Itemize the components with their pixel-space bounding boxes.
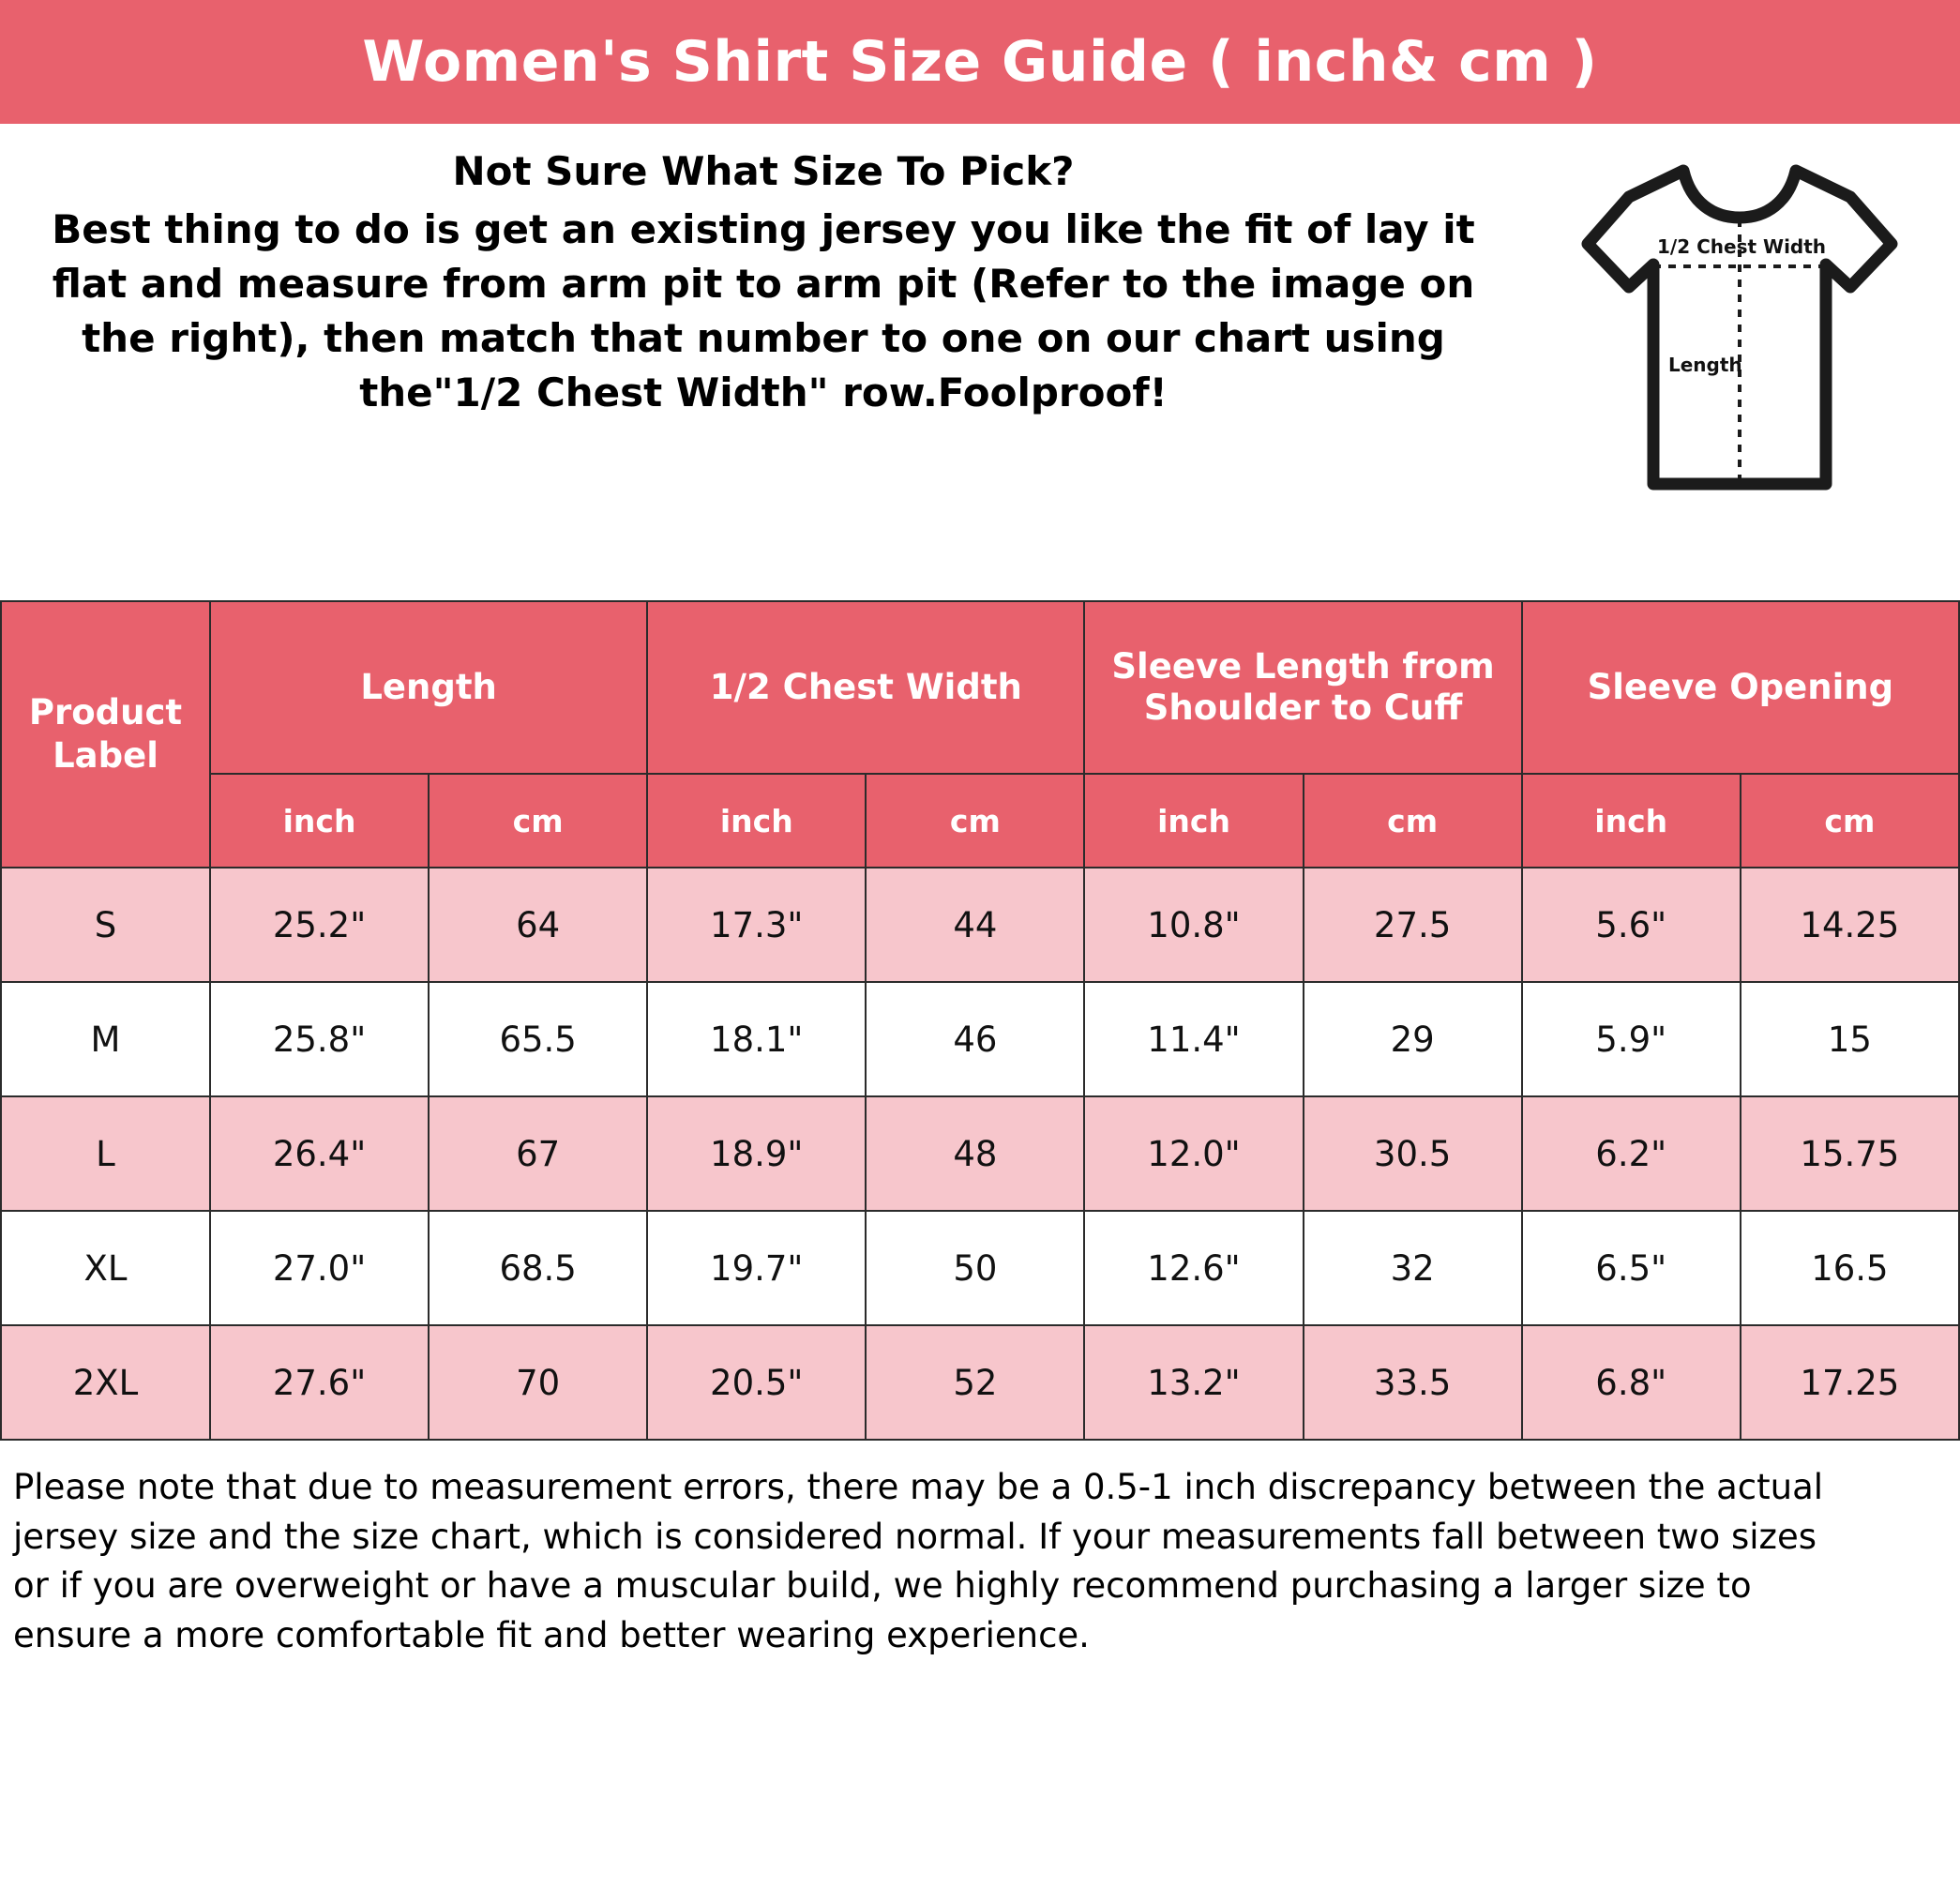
- header-unit-sleeve-opening-cm: cm: [1741, 774, 1959, 868]
- row-cell: 50: [866, 1211, 1084, 1325]
- row-cell: 17.25: [1741, 1325, 1959, 1440]
- row-cell: 70: [429, 1325, 647, 1440]
- intro-body-line-1: Best thing to do is get an existing jersey you like the fit of lay it: [52, 205, 1475, 252]
- row-label: S: [1, 868, 210, 982]
- header-group-sleeve-length: Sleeve Length from Shoulder to Cuff: [1084, 601, 1521, 774]
- row-cell: 29: [1304, 982, 1522, 1096]
- header-unit-length-inch: inch: [210, 774, 429, 868]
- table-header-unit-row: [1, 774, 1959, 868]
- row-cell: 20.5": [647, 1325, 866, 1440]
- intro-body-line-3: the right), then match that number to one on our chart using: [82, 314, 1445, 361]
- row-cell: 26.4": [210, 1096, 429, 1211]
- row-cell: 46: [866, 982, 1084, 1096]
- note-line-4: ensure a more comfortable fit and better wearing experience.: [13, 1614, 1090, 1655]
- row-cell: 27.0": [210, 1211, 429, 1325]
- header-unit-sleeve-opening-inch: inch: [1522, 774, 1741, 868]
- row-cell: 18.1": [647, 982, 866, 1096]
- row-cell: 27.6": [210, 1325, 429, 1440]
- note-line-3: or if you are overweight or have a muscular build, we highly recommend purchasing a larger size to: [13, 1565, 1752, 1607]
- chest-width-label: 1/2 Chest Width: [1657, 235, 1827, 258]
- row-cell: 68.5: [429, 1211, 647, 1325]
- header-unit-chest-cm: cm: [866, 774, 1084, 868]
- row-cell: 64: [429, 868, 647, 982]
- header-group-chest-width: 1/2 Chest Width: [647, 601, 1084, 774]
- row-cell: 6.2": [1522, 1096, 1741, 1211]
- row-cell: 18.9": [647, 1096, 866, 1211]
- row-cell: 25.2": [210, 868, 429, 982]
- row-cell: 67: [429, 1096, 647, 1211]
- header-product-label: Product Label: [1, 601, 210, 868]
- row-cell: 52: [866, 1325, 1084, 1440]
- row-cell: 65.5: [429, 982, 647, 1096]
- shirt-diagram: [1519, 144, 1960, 501]
- row-cell: 6.5": [1522, 1211, 1741, 1325]
- header-banner: [0, 0, 1960, 124]
- row-cell: 10.8": [1084, 868, 1303, 982]
- intro-section: [0, 124, 1960, 600]
- row-cell: 6.8": [1522, 1325, 1741, 1440]
- row-cell: 11.4": [1084, 982, 1303, 1096]
- header-unit-sleeve-length-cm: cm: [1304, 774, 1522, 868]
- header-group-sleeve-opening: Sleeve Opening: [1522, 601, 1959, 774]
- size-chart-table: [0, 600, 1960, 1441]
- header-unit-sleeve-length-inch: inch: [1084, 774, 1303, 868]
- intro-body-line-4: the"1/2 Chest Width" row.Foolproof!: [359, 369, 1168, 415]
- footer-note: [0, 1441, 1960, 1669]
- table-row: [1, 1325, 1959, 1440]
- row-cell: 12.0": [1084, 1096, 1303, 1211]
- page-title: Women's Shirt Size Guide ( inch& cm ): [362, 29, 1598, 95]
- row-cell: 16.5: [1741, 1211, 1959, 1325]
- row-cell: 32: [1304, 1211, 1522, 1325]
- note-line-1: Please note that due to measurement errors, there may be a 0.5-1 inch discrepancy between the actual: [13, 1467, 1824, 1507]
- table-row: [1, 1096, 1959, 1211]
- table-row: [1, 868, 1959, 982]
- row-label: 2XL: [1, 1325, 210, 1440]
- intro-question: Not Sure What Size To Pick?: [452, 148, 1075, 194]
- row-cell: 48: [866, 1096, 1084, 1211]
- tshirt-icon: [1571, 154, 1908, 501]
- row-cell: 5.9": [1522, 982, 1741, 1096]
- row-cell: 27.5: [1304, 868, 1522, 982]
- intro-text-block: [0, 144, 1519, 420]
- row-cell: 15: [1741, 982, 1959, 1096]
- row-cell: 33.5: [1304, 1325, 1522, 1440]
- row-label: M: [1, 982, 210, 1096]
- table-row: [1, 982, 1959, 1096]
- table-row: [1, 1211, 1959, 1325]
- row-cell: 13.2": [1084, 1325, 1303, 1440]
- row-cell: 44: [866, 868, 1084, 982]
- row-label: L: [1, 1096, 210, 1211]
- note-line-2: jersey size and the size chart, which is considered normal. If your measurements fall between two sizes: [13, 1516, 1817, 1557]
- intro-body-line-2: flat and measure from arm pit to arm pit (Refer to the image on: [52, 260, 1475, 307]
- row-cell: 12.6": [1084, 1211, 1303, 1325]
- row-cell: 25.8": [210, 982, 429, 1096]
- row-cell: 14.25: [1741, 868, 1959, 982]
- row-cell: 17.3": [647, 868, 866, 982]
- header-unit-chest-inch: inch: [647, 774, 866, 868]
- row-cell: 5.6": [1522, 868, 1741, 982]
- length-label: Length: [1668, 354, 1742, 376]
- row-label: XL: [1, 1211, 210, 1325]
- header-group-length: Length: [210, 601, 647, 774]
- row-cell: 19.7": [647, 1211, 866, 1325]
- row-cell: 30.5: [1304, 1096, 1522, 1211]
- header-unit-length-cm: cm: [429, 774, 647, 868]
- row-cell: 15.75: [1741, 1096, 1959, 1211]
- table-header-group-row: [1, 601, 1959, 774]
